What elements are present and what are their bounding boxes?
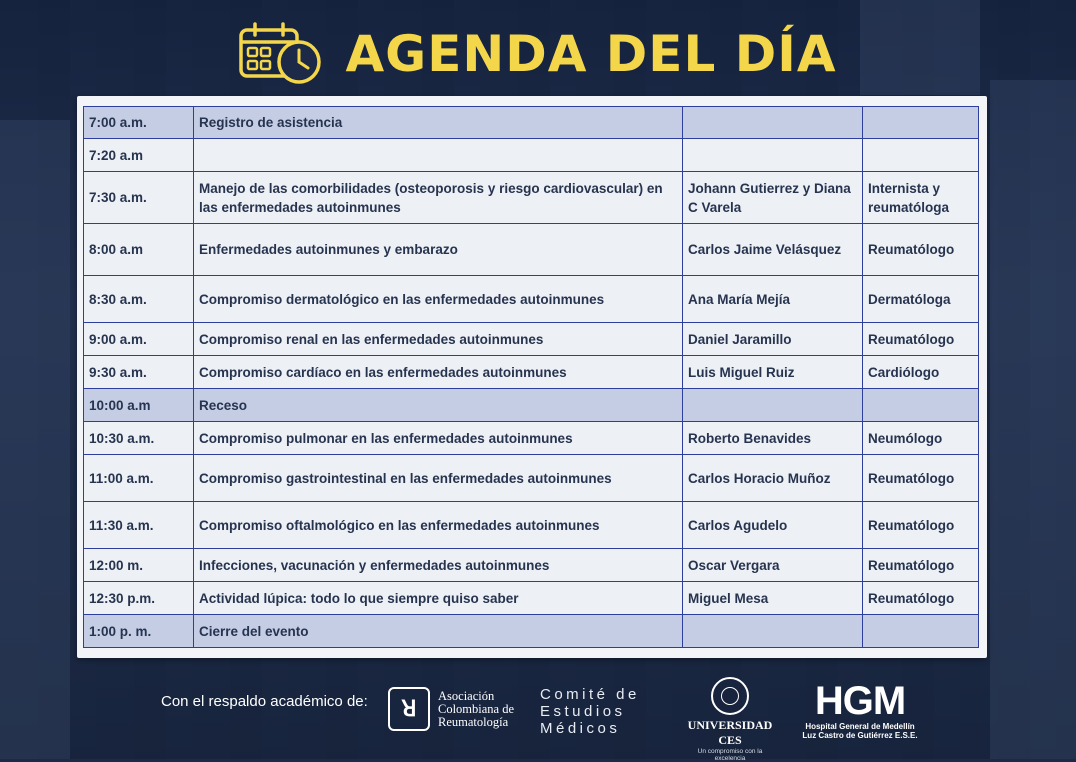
universidad-ces-logo xyxy=(685,677,775,762)
agenda-time-cell: 7:00 a.m. xyxy=(84,107,194,139)
agenda-row xyxy=(84,224,979,276)
agenda-specialty-cell: Dermatóloga xyxy=(863,276,979,323)
agenda-speaker-cell: Ana María Mejía xyxy=(683,276,863,323)
agenda-topic-cell: Cierre del evento xyxy=(194,615,683,648)
agenda-table xyxy=(83,106,979,648)
header xyxy=(0,18,1076,90)
agenda-topic-cell: Infecciones, vacunación y enfermedades autoinmunes xyxy=(194,549,683,582)
agenda-time-cell: 11:00 a.m. xyxy=(84,455,194,502)
agenda-speaker-cell xyxy=(683,389,863,422)
agenda-topic-cell: Compromiso dermatológico en las enfermedades autoinmunes xyxy=(194,276,683,323)
footer-label: Con el respaldo académico de: xyxy=(161,693,368,710)
agenda-speaker-cell xyxy=(683,615,863,648)
agenda-specialty-cell xyxy=(863,389,979,422)
agenda-time-cell: 11:30 a.m. xyxy=(84,502,194,549)
agenda-topic-cell: Compromiso renal en las enfermedades autoinmunes xyxy=(194,323,683,356)
agenda-topic-cell: Registro de asistencia xyxy=(194,107,683,139)
acr-line2: Colombiana de xyxy=(438,701,515,716)
agenda-speaker-cell: Carlos Jaime Velásquez xyxy=(683,224,863,276)
agenda-row xyxy=(84,582,979,615)
comite-line3: Médicos xyxy=(540,720,621,737)
agenda-row xyxy=(84,422,979,455)
comite-line1: Comité de xyxy=(540,686,640,703)
agenda-row xyxy=(84,356,979,389)
acr-logo xyxy=(388,687,514,731)
agenda-topic-cell: Receso xyxy=(194,389,683,422)
agenda-specialty-cell xyxy=(863,139,979,172)
agenda-time-cell: 8:00 a.m xyxy=(84,224,194,276)
agenda-time-cell: 9:30 a.m. xyxy=(84,356,194,389)
uces-name: UNIVERSIDAD CES xyxy=(687,718,773,747)
agenda-topic-cell: Compromiso cardíaco en las enfermedades autoinmunes xyxy=(194,356,683,389)
comite-line2: Estudios xyxy=(540,703,626,720)
page-title: AGENDA DEL DÍA xyxy=(345,25,837,83)
agenda-time-cell: 7:20 a.m xyxy=(84,139,194,172)
agenda-specialty-cell: Reumatólogo xyxy=(863,323,979,356)
agenda-speaker-cell: Carlos Horacio Muñoz xyxy=(683,455,863,502)
agenda-specialty-cell: Neumólogo xyxy=(863,422,979,455)
calendar-clock-icon xyxy=(239,22,325,86)
agenda-time-cell: 10:00 a.m xyxy=(84,389,194,422)
agenda-speaker-cell: Miguel Mesa xyxy=(683,582,863,615)
hgm-line2: Luz Castro de Gutiérrez E.S.E. xyxy=(802,731,918,740)
agenda-topic-cell: Compromiso oftalmológico en las enfermedades autoinmunes xyxy=(194,502,683,549)
comite-estudios-logo xyxy=(540,686,640,737)
agenda-speaker-cell: Johann Gutierrez y Diana C Varela xyxy=(683,172,863,224)
agenda-topic-cell: Enfermedades autoinmunes y embarazo xyxy=(194,224,683,276)
agenda-time-cell: 8:30 a.m. xyxy=(84,276,194,323)
agenda-specialty-cell: Reumatólogo xyxy=(863,502,979,549)
agenda-specialty-cell: Reumatólogo xyxy=(863,455,979,502)
agenda-topic-cell: Compromiso gastrointestinal en las enfermedades autoinmunes xyxy=(194,455,683,502)
agenda-row xyxy=(84,549,979,582)
agenda-row xyxy=(84,107,979,139)
agenda-row xyxy=(84,139,979,172)
agenda-time-cell: 7:30 a.m. xyxy=(84,172,194,224)
agenda-topic-cell: Compromiso pulmonar en las enfermedades autoinmunes xyxy=(194,422,683,455)
agenda-speaker-cell xyxy=(683,107,863,139)
agenda-specialty-cell: Cardiólogo xyxy=(863,356,979,389)
agenda-time-cell: 9:00 a.m. xyxy=(84,323,194,356)
agenda-specialty-cell: Internista y reumatóloga xyxy=(863,172,979,224)
agenda-specialty-cell: Reumatólogo xyxy=(863,582,979,615)
acr-line1: Asociación xyxy=(438,688,495,703)
university-seal-icon xyxy=(711,677,749,715)
agenda-speaker-cell: Luis Miguel Ruiz xyxy=(683,356,863,389)
agenda-row xyxy=(84,323,979,356)
hgm-logo-mark: HGM xyxy=(814,679,906,723)
hgm-logo xyxy=(795,680,925,740)
agenda-specialty-cell: Reumatólogo xyxy=(863,224,979,276)
agenda-specialty-cell xyxy=(863,107,979,139)
background-building xyxy=(990,80,1076,759)
background-building xyxy=(0,120,70,759)
agenda-specialty-cell xyxy=(863,615,979,648)
agenda-topic-cell: Manejo de las comorbilidades (osteoporosis y riesgo cardiovascular) en las enfermedades autoinmunes xyxy=(194,172,683,224)
agenda-topic-cell xyxy=(194,139,683,172)
agenda-speaker-cell xyxy=(683,139,863,172)
acr-logo-mark: ꓤ xyxy=(388,687,430,731)
agenda-specialty-cell: Reumatólogo xyxy=(863,549,979,582)
agenda-topic-cell: Actividad lúpica: todo lo que siempre quiso saber xyxy=(194,582,683,615)
agenda-time-cell: 1:00 p. m. xyxy=(84,615,194,648)
agenda-row xyxy=(84,455,979,502)
agenda-row xyxy=(84,502,979,549)
agenda-time-cell: 12:00 m. xyxy=(84,549,194,582)
agenda-row xyxy=(84,389,979,422)
agenda-speaker-cell: Carlos Agudelo xyxy=(683,502,863,549)
agenda-row xyxy=(84,615,979,648)
agenda-time-cell: 12:30 p.m. xyxy=(84,582,194,615)
acr-line3: Reumatología xyxy=(438,714,509,729)
agenda-sheet xyxy=(77,96,987,658)
agenda-time-cell: 10:30 a.m. xyxy=(84,422,194,455)
agenda-row xyxy=(84,276,979,323)
agenda-row xyxy=(84,172,979,224)
agenda-speaker-cell: Daniel Jaramillo xyxy=(683,323,863,356)
agenda-speaker-cell: Roberto Benavides xyxy=(683,422,863,455)
hgm-line1: Hospital General de Medellín xyxy=(805,722,915,731)
uces-tagline: Un compromiso con la excelencia xyxy=(697,748,763,762)
agenda-speaker-cell: Oscar Vergara xyxy=(683,549,863,582)
